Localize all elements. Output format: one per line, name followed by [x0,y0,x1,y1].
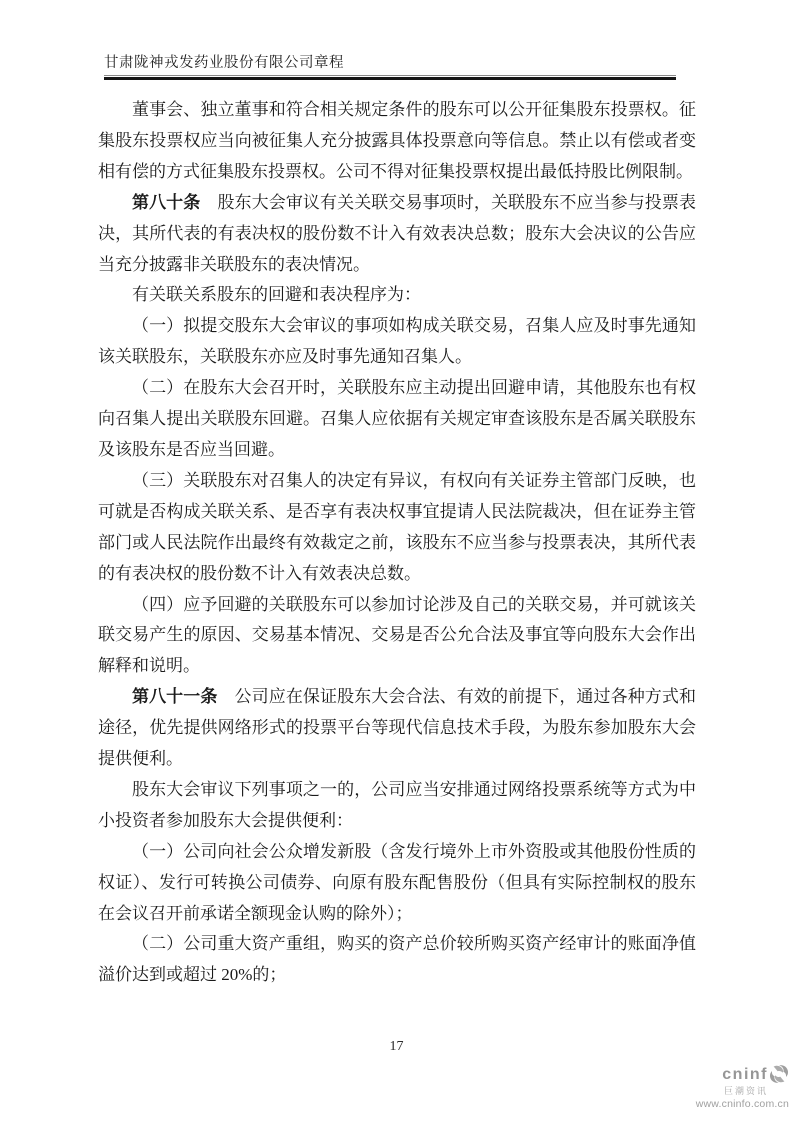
paragraph: （四）应予回避的关联股东可以参加讨论涉及自己的关联交易，并可就该关联交易产生的原因、交易基本情况、交易是否公允合法及事宜等向股东大会作出解释和说明。 [98,594,696,676]
paragraph: （二）公司重大资产重组，购买的资产总价较所购买资产经审计的账面净值溢价达到或超过 20%的； [98,934,696,985]
paragraph: 第八十一条 公司应在保证股东大会合法、有效的前提下，通过各种方式和途径，优先提供网络形式的投票平台等现代信息技术手段，为股东参加股东大会提供便利。 [98,687,696,769]
paragraph: 有关联关系股东的回避和表决程序为： [132,285,421,305]
cninfo-swirl-icon [769,1064,789,1084]
paragraph: （三）关联股东对召集人的决定有异议，有权向有关证券主管部门反映，也可就是否构成关联关系、是否享有表决权事宜提请人民法院裁决，但在证券主管部门或人民法院作出最终有效裁定之前，该股东不应当参与投票表决，其所代表的有表决权的股份数不计入有效表决总数。 [98,470,696,583]
paragraph: （一）公司向社会公众增发新股（含发行境外上市外资股或其他股份性质的权证）、发行可转换公司债券、向原有股东配售股份（但具有实际控制权的股东在会议召开前承诺全额现金认购的除外）； [98,841,696,923]
cninfo-logo-row [669,1064,789,1086]
cninfo-logo-url: www.cninfo.com.cn [695,1097,789,1110]
page-header [104,51,676,80]
paragraph: 股东大会审议下列事项之一的，公司应当安排通过网络投票系统等方式为中小投资者参加股东大会提供便利： [98,779,696,830]
page-number: 17 [389,1039,404,1054]
paragraph: 董事会、独立董事和符合相关规定条件的股东可以公开征集股东投票权。征集股东投票权应当向被征集人充分披露具体投票意向等信息。禁止以有偿或者变相有偿的方式征集股东投票权。公司不得对征集投票权提出最低持股比例限制。 [98,100,696,181]
article-number: 第八十一条 [132,687,218,707]
header-rule-thin [104,75,676,76]
header-title: 甘肃陇神戎发药业股份有限公司章程 [104,55,344,71]
paragraph: 第八十条 股东大会审议有关关联交易事项时，关联股东不应当参与投票表决，其所代表的有表决权的股份数不计入有效表决总数；股东大会决议的公告应当充分披露非关联股东的表决情况。 [98,192,696,274]
document-body [98,95,696,991]
cninfo-logo-name: 巨潮资讯 [723,1085,768,1096]
header-rule-thick [104,77,676,80]
paragraph: （二）在股东大会召开时，关联股东应主动提出回避申请，其他股东也有权向召集人提出关联股东回避。召集人应依据有关规定审查该股东是否属关联股东及该股东是否应当回避。 [98,378,696,459]
cninfo-watermark [669,1064,789,1110]
paragraph: （一）拟提交股东大会审议的事项如构成关联交易，召集人应及时事先通知该关联股东，关联股东亦应及时事先通知召集人。 [98,316,696,367]
cninfo-logo-text: cninf [722,1065,768,1083]
article-number: 第八十条 [132,192,201,212]
